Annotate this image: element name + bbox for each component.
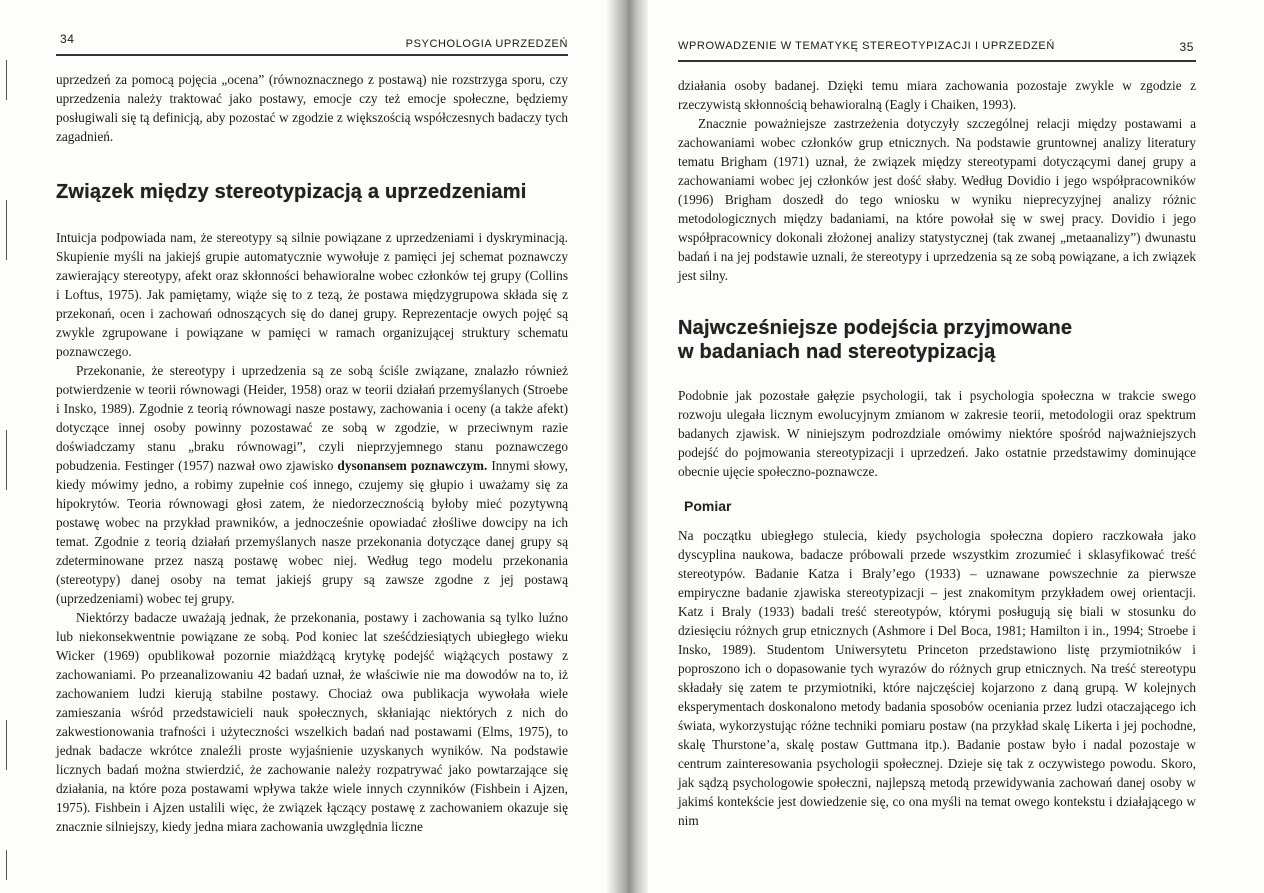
left-running-head: [56, 34, 568, 52]
left-margin-mark: [6, 60, 17, 100]
section-heading-line: Najwcześniejsze podejścia przyjmowane: [678, 317, 1073, 339]
left-margin-mark: [6, 720, 17, 770]
paragraph: Podobnie jak pozostałe gałęzie psychologii, tak i psychologia społeczna w trakcie swego rozwoju ulegała licznym ewolucyjnym zmianom w zakresie teorii, metodologii oraz spektrum badanych zjawisk. W niniejszym podrozdziale omówimy niektóre spośród najważniejszych podejść do pojmowania stereotypizacji i uprzedzeń. Jako ostatnie przedstawimy dominujące obecnie ujęcie społeczno-poznawcze.: [678, 388, 1196, 479]
paragraph: Znacznie poważniejsze zastrzeżenia dotyczyły szczególnej relacji między postawami a zachowaniami wobec członków grup etnicznych. Na podstawie gruntownej analizy literatury tematu Brigham (1971) uznał, że związek między stereotypami dotyczącymi danej grupy a zachowaniami wobec jej członków jest dość słaby. Według Dovidio i jego współpracowników (1996) Brigham doszedł do tego wniosku w wyniku nieprecyzyjnej analizy różnic metodologicznych między badaniami, na które powołał się w swej pracy. Dovidio i jego współpracownicy dokonali złożonej analizy statystycznej (tak zwanej „metaanalizy”) dwunastu badań i na jej podstawie uznali, że stereotypy i uprzedzenia są ze sobą powiązane, a ich związek jest silny.: [678, 116, 1196, 283]
section-heading-text: Związek między stereotypizacją a uprzedzeniami: [56, 181, 527, 203]
left-margin-mark: [6, 200, 17, 260]
paragraph-text: Innymi słowy, kiedy mówimy jedno, a robimy zupełnie coś innego, czujemy się głupio i uważamy się za hipokrytów. Teoria równowagi głosi zatem, że niedorzecznością byłoby mieć pozytywną postawę wobec na przykład prawników, a jednocześnie opowiadać złośliwe dowcipy na ich temat. Zgodnie z teorią działań przemyślanych nasze przekonania dotyczące danej grupy są zdeterminowane przez naszą postawę wobec niej. Według tego modelu przekonania (stereotypy) danej osoby na temat jakiejś grupy są zawsze zgodne z jej postawą (uprzedzeniami) wobec tej grupy.: [56, 458, 569, 606]
header-rule: [56, 54, 568, 56]
intro-text: [56, 70, 568, 146]
subheading: Pomiar: [684, 498, 732, 514]
paragraph: działania osoby badanej. Dzięki temu miara zachowania pozostaje zwykle w zgodzie z rzeczywistą skłonnością behawioralną (Eagly i Chaiken, 1993).: [678, 78, 1196, 112]
left-page: [56, 0, 568, 893]
paragraph-text: Przekonanie, że stereotypy i uprzedzenia są ze sobą ściśle związane, znalazło również potwierdzenie w teorii równowagi (Heider, 1958) oraz w teorii działań przemyślanych (Stroebe i Insko, 1989). Zgodnie z teorią równowagi nasze postawy, zachowania i oceny (a także afekt) dotyczące innej osoby powinny pozostawać ze sobą w zgodzie, w przeciwnym razie doświadczamy stanu „braku równowagi”, czyli nieprzyjemnego stanu poznawczego pobudzenia. Festinger (1957) nazwał owo zjawisko: [56, 363, 568, 473]
running-head-title: WPROWADZENIE W TEMATYKĘ STEREOTYPIZACJI I UPRZEDZEŃ: [678, 40, 1055, 52]
left-margin-mark: [6, 850, 17, 880]
section-heading: [56, 180, 568, 204]
body-text: [678, 76, 1196, 285]
pomiar-text: [678, 526, 1196, 830]
paragraph: Na początku ubiegłego stulecia, kiedy psychologia społeczna dopiero raczkowała jako dyscyplina naukowa, badacze próbowali przede wszystkim zrozumieć i sklasyfikować treść stereotypów. Badanie Katza i Braly’ego (1933) – uznawane powszechnie za pierwsze empiryczne badanie zjawiska stereotypizacji – jest znakomitym przykładem owej orientacji. Katz i Braly (1933) badali treść stereotypów, którymi posługują się biali w stosunku do dziesięciu różnych grup etnicznych (Ashmore i Del Boca, 1981; Hamilton i in., 1994; Stroebe i Insko, 1989). Studentom Uniwersytetu Princeton przedstawiono listę przymiotników i poproszono ich o dopasowanie tych wyrazów do różnych grup etnicznych. Na treść stereotypu składały się zatem te przymiotniki, które najczęściej kojarzono z daną grupą. W kolejnych eksperymentach doskonalono metody badania sposobów oceniania przez ludzi otaczającego ich świata, wykorzystując różne techniki pomiaru postaw (na przykład skalę Likerta i jej pochodne, skalę Thurstone’a, skalę postaw Guttmana itp.). Badanie postaw było i nadal pozostaje w centrum zainteresowania psychologii społecznej. Dzieje się tak z oczywistego powodu. Skoro, jak sądzą psychologowie społeczni, najlepszą metodą przewidywania zachowań danej osoby w jakimś kontekście jest dowiedzenie się, co ona myśli na temat owego kontekstu i działającego w nim: [678, 528, 1196, 828]
header-rule: [678, 60, 1196, 62]
body-text: [56, 228, 568, 836]
paragraph: [56, 361, 568, 608]
section-intro-text: [678, 386, 1196, 481]
left-margin-mark: [6, 430, 17, 490]
right-running-head: [678, 34, 1196, 52]
section-heading: [678, 316, 1196, 364]
page-number: 34: [60, 32, 75, 46]
paragraph: Intuicja podpowiada nam, że stereotypy są silnie powiązane z uprzedzeniami i dyskryminacją. Skupienie myśli na jakiejś grupie automatycznie wywołuje z pamięci jej schemat poznawczy zawierający stereotypy, afekt oraz skłonności behawioralne wobec członków tej grupy (Collins i Loftus, 1975). Jak pamiętamy, wiąże się to z tezą, że postawa międzygrupowa składa się z przekonań, ocen i zachowań odnoszących się do danej grupy. Reprezentacje owych pojęć są zwykle zgrupowane i powiązane w pamięci w ramach organizującej struktury schematu poznawczego.: [56, 230, 568, 359]
key-term: dysonansem poznawczym.: [337, 458, 488, 473]
book-gutter: [606, 0, 648, 893]
page-number: 35: [1179, 40, 1194, 54]
right-page: [678, 0, 1196, 893]
intro-paragraph: uprzedzeń za pomocą pojęcia „ocena” (równoznacznego z postawą) nie rozstrzyga sporu, czy uprzedzenia należy traktować jako postawy, emocje czy też emocje społeczne, będziemy posługiwali się tą definicją, aby pozostać w zgodzie z większością współczesnych badaczy tych zagadnień.: [56, 72, 568, 144]
running-head-title: PSYCHOLOGIA UPRZEDZEŃ: [405, 38, 568, 50]
section-heading-line: w badaniach nad stereotypizacją: [678, 341, 996, 363]
paragraph: Niektórzy badacze uważają jednak, że przekonania, postawy i zachowania są tylko luźno lub niekonsekwentnie powiązane ze sobą. Pod koniec lat sześćdziesiątych ubiegłego wieku Wicker (1969) opublikował pozornie miażdżącą krytykę podejść wiążących postawy z zachowaniami. Po przeanalizowaniu 42 badań uznał, że właściwie nie ma dowodów na to, iż zachowaniem ludzi kierują stabilne postawy. Chociaż owa publikacja wywołała wiele zamieszania wśród przedstawicieli nauk społecznych, skłaniając niektórych z nich do zakwestionowania trafności i użyteczności wszelkich badań nad postawami (Elms, 1975), to jednak badacze wkrótce znaleźli proste wyjaśnienie uzyskanych wyników. Na podstawie licznych badań można stwierdzić, że zachowanie należy rozpatrywać jako powtarzające się działania, na które poza postawami wpływa także wiele innych czynników (Fishbein i Ajzen, 1975). Fishbein i Ajzen ustalili więc, że związek łączący postawę z zachowaniem okazuje się znacznie silniejszy, kiedy jedna miara zachowania uwzględnia liczne: [56, 610, 568, 834]
